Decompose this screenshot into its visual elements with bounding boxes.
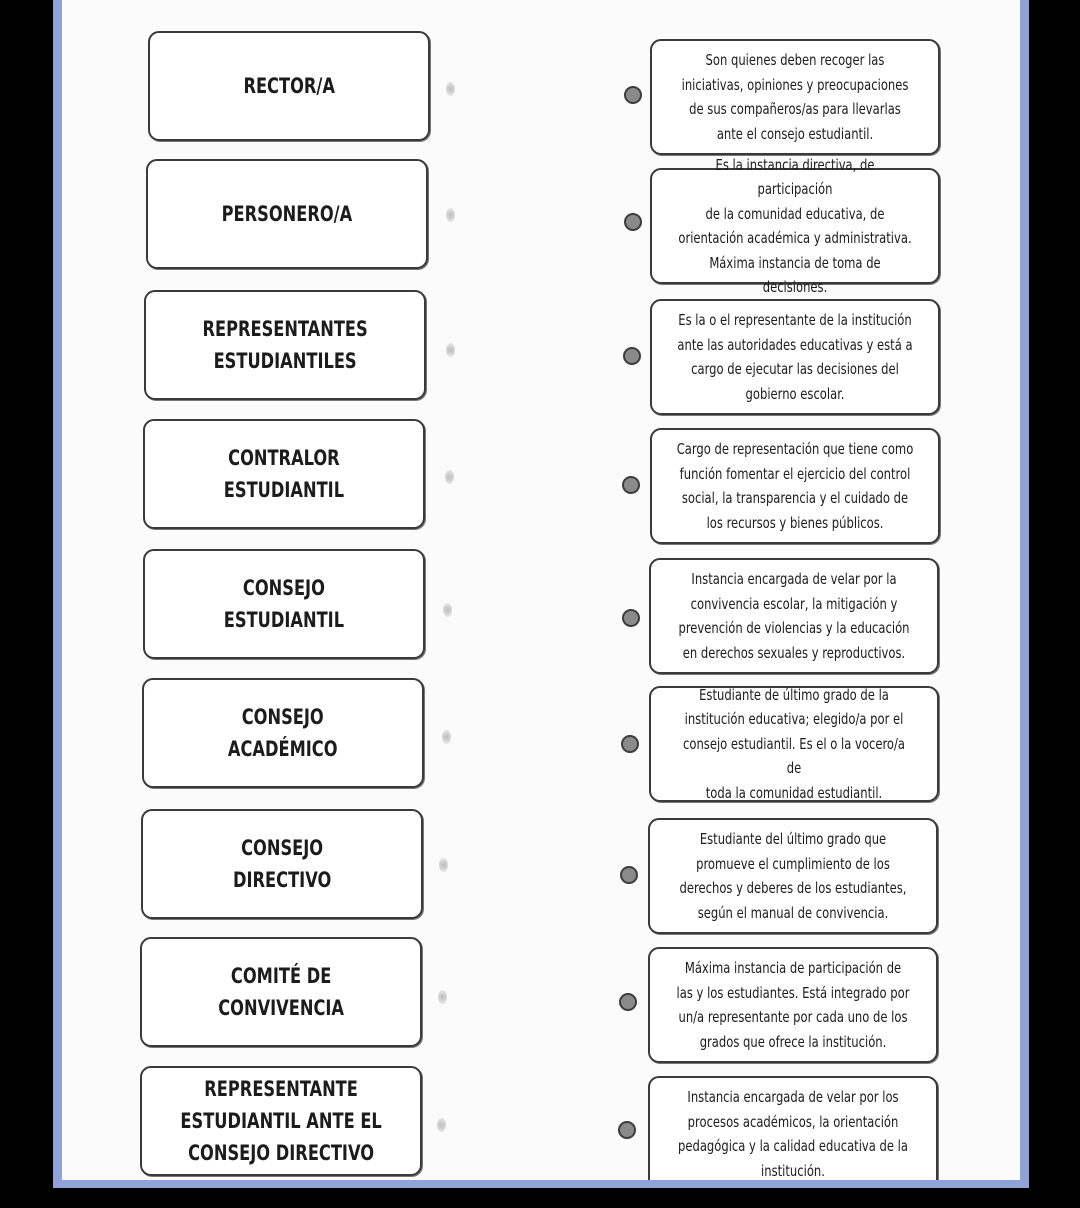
- definition-box-6[interactable]: [649, 686, 939, 802]
- term-connector-dot[interactable]: [439, 858, 448, 872]
- definition-text: Son quienes deben recoger las iniciativas, opiniones y preocupaciones de sus compañeros/as para llevarlas ante el consejo estudiantil.: [681, 51, 909, 143]
- definition-text: Estudiante del último grado que promueve el cumplimiento de los derechos y deberes de los estudiantes, según el manual de convivencia.: [679, 830, 907, 922]
- term-label: COMITÉ DE CONVIVENCIA: [218, 964, 344, 1020]
- definition-connector-dot[interactable]: [624, 213, 642, 231]
- definition-connector-dot[interactable]: [624, 86, 642, 104]
- term-box-contralor-estudiantil[interactable]: [143, 419, 425, 529]
- definition-connector-dot[interactable]: [623, 347, 641, 365]
- definition-text: Máxima instancia de participación de las y los estudiantes. Está integrado por un/a representante por cada uno de los grados que ofrece la institución.: [676, 959, 910, 1051]
- definition-connector-dot[interactable]: [622, 609, 640, 627]
- term-box-consejo-estudiantil[interactable]: [143, 549, 425, 659]
- term-connector-dot[interactable]: [446, 82, 455, 96]
- definition-box-5[interactable]: [649, 558, 939, 674]
- term-label: CONSEJO DIRECTIVO: [232, 836, 332, 892]
- definition-text: Instancia encargada de velar por los procesos académicos, la orientación pedagógica y la calidad educativa de la institución.: [678, 1088, 908, 1180]
- term-label: RECTOR/A: [243, 74, 335, 98]
- worksheet-page: [62, 0, 1020, 1180]
- definition-box-9[interactable]: [648, 1076, 938, 1180]
- term-connector-dot[interactable]: [446, 343, 455, 357]
- term-box-rector[interactable]: [148, 31, 430, 141]
- definition-box-4[interactable]: [650, 428, 940, 544]
- definition-connector-dot[interactable]: [621, 735, 639, 753]
- definition-connector-dot[interactable]: [619, 993, 637, 1011]
- definition-box-2[interactable]: [650, 155, 940, 296]
- term-box-representantes-estudiantiles[interactable]: [144, 290, 426, 400]
- definition-text: Es la o el representante de la institución ante las autoridades educativas y está a cargo de ejecutar las decisiones del gobierno escolar.: [677, 311, 913, 403]
- term-label: CONSEJO ACADÉMICO: [228, 705, 338, 761]
- definition-box-3[interactable]: [650, 299, 940, 415]
- term-connector-dot[interactable]: [443, 603, 452, 617]
- definition-text: Instancia encargada de velar por la convivencia escolar, la mitigación y prevención de violencias y la educación en derechos sexuales y reproductivos.: [678, 570, 910, 662]
- term-label: CONTRALOR ESTUDIANTIL: [223, 446, 345, 502]
- term-box-representante-ante-consejo-directivo[interactable]: [140, 1066, 422, 1176]
- term-box-comite-de-convivencia[interactable]: [140, 937, 422, 1047]
- term-connector-dot[interactable]: [445, 470, 454, 484]
- term-label: CONSEJO ESTUDIANTIL: [223, 576, 345, 632]
- term-box-consejo-academico[interactable]: [142, 678, 424, 788]
- term-connector-dot[interactable]: [438, 990, 447, 1004]
- definition-text: Estudiante de último grado de la institución educativa; elegido/a por el consejo estudiantil. Es el o la vocero/a de toda la comunidad estudiantil.: [683, 685, 905, 802]
- term-box-personero[interactable]: [146, 159, 428, 269]
- definition-text: Cargo de representación que tiene como función fomentar el ejercicio del control social, la transparencia y el cuidado de los recursos y bienes públicos.: [676, 440, 914, 532]
- definition-box-1[interactable]: [650, 39, 940, 155]
- term-label: REPRESENTANTES ESTUDIANTILES: [202, 317, 368, 373]
- definition-box-7[interactable]: [648, 818, 938, 934]
- definition-connector-dot[interactable]: [620, 866, 638, 884]
- term-label: PERSONERO/A: [221, 202, 353, 226]
- term-connector-dot[interactable]: [437, 1118, 446, 1132]
- term-connector-dot[interactable]: [442, 730, 451, 744]
- term-box-consejo-directivo[interactable]: [141, 809, 423, 919]
- definition-box-8[interactable]: [648, 947, 938, 1063]
- definition-text: Es la instancia directiva, de participación de la comunidad educativa, de orientación académica y administrativa. Máxima instancia de toma de decisiones.: [678, 155, 912, 296]
- definition-connector-dot[interactable]: [622, 476, 640, 494]
- term-label: REPRESENTANTE ESTUDIANTIL ANTE EL CONSEJO DIRECTIVO: [180, 1077, 382, 1165]
- definition-connector-dot[interactable]: [618, 1121, 636, 1139]
- term-connector-dot[interactable]: [446, 208, 455, 222]
